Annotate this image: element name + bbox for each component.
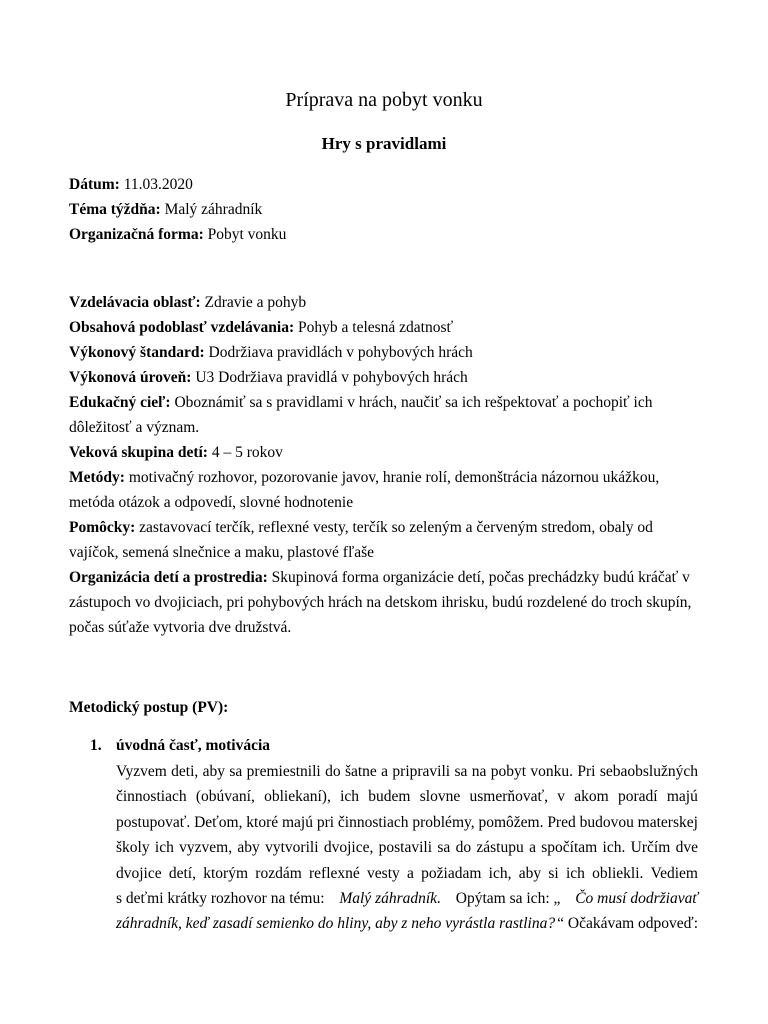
word: sa bbox=[454, 763, 468, 780]
page-title: Príprava na pobyt vonku bbox=[285, 89, 483, 111]
word: majú bbox=[282, 813, 313, 831]
podoblast-label: Obsahová podoblasť vzdelávania: bbox=[69, 319, 295, 336]
word: činnostiach bbox=[337, 813, 409, 831]
word: do bbox=[455, 839, 472, 857]
word: Vyzvem bbox=[116, 763, 167, 780]
pomocky-value: zastavovací terčík, reflexné vesty, terčík so zeleným a červeným stredom, obaly od bbox=[135, 519, 653, 536]
skupina-value: 4 – 5 rokov bbox=[207, 444, 283, 461]
paragraph-line bbox=[116, 810, 698, 835]
organizacia-value-cont-2: počas súťaže vytvoria dve družstvá. bbox=[69, 619, 292, 636]
word: ich. bbox=[602, 839, 626, 857]
metody-label: Metódy: bbox=[69, 469, 125, 486]
paragraph-line bbox=[116, 759, 698, 784]
word: majú bbox=[666, 788, 698, 806]
word: ktoré bbox=[246, 813, 279, 831]
word: obliekaní), bbox=[264, 788, 331, 806]
tema-row bbox=[69, 197, 709, 222]
word: Deťom, bbox=[194, 813, 243, 831]
word: pobyt bbox=[490, 763, 527, 780]
word: zástupu bbox=[476, 839, 524, 857]
question-text: Čo musí dodržiavať bbox=[575, 890, 698, 908]
oblast-row bbox=[69, 290, 709, 315]
word: vytvorili bbox=[265, 839, 319, 857]
word: ich, bbox=[488, 864, 512, 882]
word: Pred bbox=[547, 813, 576, 831]
word: ich bbox=[154, 839, 174, 857]
word: ktorým bbox=[203, 864, 249, 882]
topic-text: Malý záhradník. bbox=[339, 890, 441, 908]
word: postavili bbox=[378, 839, 433, 857]
word: požiadam bbox=[421, 864, 482, 882]
method-heading: Metodický postup (PV): bbox=[69, 699, 229, 716]
page-subtitle: Hry s pravidlami bbox=[321, 134, 447, 153]
paragraph-line bbox=[116, 886, 698, 911]
oblast-label: Vzdelávacia oblasť: bbox=[69, 294, 201, 311]
section-number: 1. bbox=[90, 737, 102, 754]
organizacia-value: Skupinová forma organizácie detí, počas prechádzky budú kráčať v bbox=[267, 569, 690, 586]
word: ich bbox=[565, 864, 585, 882]
word: akom bbox=[574, 788, 609, 806]
forma-row bbox=[69, 222, 709, 247]
word: aby bbox=[237, 839, 260, 857]
pomocky-value-cont: vajíčok, semená slnečnice a maku, plastové fľaše bbox=[69, 544, 374, 561]
word: si bbox=[548, 864, 559, 882]
tema-value: Malý záhradník bbox=[160, 201, 263, 218]
word: budovou bbox=[579, 813, 634, 831]
word: poradí bbox=[617, 788, 658, 806]
word: obliekli. bbox=[592, 864, 644, 882]
word: vonku. bbox=[530, 763, 574, 780]
metody-value: motivačný rozhovor, pozorovanie javov, hranie rolí, demonštrácia názornou ukážkou, bbox=[124, 469, 660, 486]
word: sebaobslužných bbox=[599, 763, 698, 780]
word: aby bbox=[202, 763, 226, 780]
oblast-value: Zdravie a pohyb bbox=[200, 294, 307, 311]
standard-value: Dodržiava pravidlách v pohybových hrách bbox=[204, 344, 473, 361]
forma-label: Organizačná forma: bbox=[69, 226, 204, 243]
word: (obúvaní, bbox=[195, 788, 255, 806]
uroven-label: Výkonová úroveň: bbox=[69, 369, 192, 386]
word: materskej bbox=[637, 813, 698, 831]
paragraph-line bbox=[116, 784, 698, 809]
word: detí, bbox=[168, 864, 196, 882]
word: budem bbox=[368, 788, 411, 806]
paragraph-line bbox=[116, 861, 698, 886]
datum-row bbox=[69, 172, 709, 197]
word: Určím bbox=[630, 839, 671, 857]
word: školy bbox=[116, 839, 150, 857]
word: vyzvem, bbox=[179, 839, 233, 857]
word: spočítam bbox=[541, 839, 598, 857]
datum-value: 11.03.2020 bbox=[119, 176, 193, 193]
podoblast-value: Pohyb a telesná zdatnosť bbox=[294, 319, 454, 336]
ciel-row bbox=[69, 390, 709, 440]
word: postupovať. bbox=[116, 813, 191, 831]
word: vesty bbox=[367, 864, 400, 882]
word: v bbox=[557, 788, 566, 806]
word: dvojice bbox=[116, 864, 162, 882]
word: Pri bbox=[577, 763, 596, 780]
word: reflexné bbox=[309, 864, 360, 882]
paragraph-line bbox=[116, 911, 698, 936]
word: na bbox=[471, 763, 487, 780]
pomocky-row bbox=[69, 515, 709, 565]
word: dvojice, bbox=[323, 839, 374, 857]
skupina-label: Veková skupina detí: bbox=[69, 444, 208, 461]
line-text: “ Očakávam odpoveď: bbox=[557, 915, 698, 933]
word: ich bbox=[340, 788, 360, 806]
paragraph-line bbox=[116, 835, 698, 860]
word: rozdám bbox=[255, 864, 302, 882]
pomocky-label: Pomôcky: bbox=[69, 519, 136, 536]
details-block bbox=[69, 290, 709, 640]
forma-value: Pobyt vonku bbox=[203, 226, 287, 243]
organizacia-row bbox=[69, 565, 709, 640]
word: a bbox=[529, 839, 536, 857]
word: a bbox=[381, 763, 389, 780]
word: sa bbox=[229, 763, 243, 780]
question-text: záhradník, keď zasadí semienko do hliny, aby z neho vyrástla rastlina? bbox=[116, 915, 556, 933]
word: Vediem bbox=[650, 864, 698, 882]
meta-block bbox=[69, 172, 709, 247]
word: šatne bbox=[344, 763, 377, 780]
word: a bbox=[407, 864, 414, 882]
word: usmerňovať, bbox=[469, 788, 548, 806]
word: dve bbox=[675, 839, 698, 857]
word: pripravili bbox=[392, 763, 451, 780]
intro-paragraph bbox=[116, 759, 698, 937]
standard-row bbox=[69, 340, 709, 365]
standard-label: Výkonový štandard: bbox=[69, 344, 205, 361]
metody-row bbox=[69, 465, 709, 515]
word: sa bbox=[437, 839, 451, 857]
tema-label: Téma týždňa: bbox=[69, 201, 161, 218]
ciel-value: Oboznámiť sa s pravidlami v hrách, naučiť sa ich rešpektovať a pochopiť ich bbox=[170, 394, 653, 411]
ciel-value-cont: dôležitosť a význam. bbox=[69, 419, 200, 436]
word: deti, bbox=[171, 763, 199, 780]
line-text: s deťmi krátky rozhovor na tému: bbox=[116, 890, 329, 908]
word: pri bbox=[316, 813, 335, 831]
word: činnostiach bbox=[116, 788, 187, 806]
ciel-label: Edukačný cieľ: bbox=[69, 394, 171, 411]
line-text: Opýtam sa ich: „ bbox=[451, 890, 565, 908]
uroven-value: U3 Dodržiava pravidlá v pohybových hrách bbox=[191, 369, 468, 386]
section-title: úvodná časť, motivácia bbox=[116, 737, 271, 754]
uroven-row bbox=[69, 365, 709, 390]
skupina-row bbox=[69, 440, 709, 465]
word: aby bbox=[518, 864, 542, 882]
word: premiestnili bbox=[246, 763, 321, 780]
organizacia-label: Organizácia detí a prostredia: bbox=[69, 569, 268, 586]
word: do bbox=[325, 763, 341, 780]
word: slovne bbox=[419, 788, 461, 806]
word: problémy, bbox=[412, 813, 475, 831]
metody-value-cont: metóda otázok a odpovedí, slovné hodnotenie bbox=[69, 494, 354, 511]
word: pomôžem. bbox=[478, 813, 544, 831]
organizacia-value-cont: zástupoch vo dvojiciach, pri pohybových hrách na detskom ihrisku, budú rozdelené do troch skupín, bbox=[69, 594, 692, 611]
datum-label: Dátum: bbox=[69, 176, 120, 193]
podoblast-row bbox=[69, 315, 709, 340]
